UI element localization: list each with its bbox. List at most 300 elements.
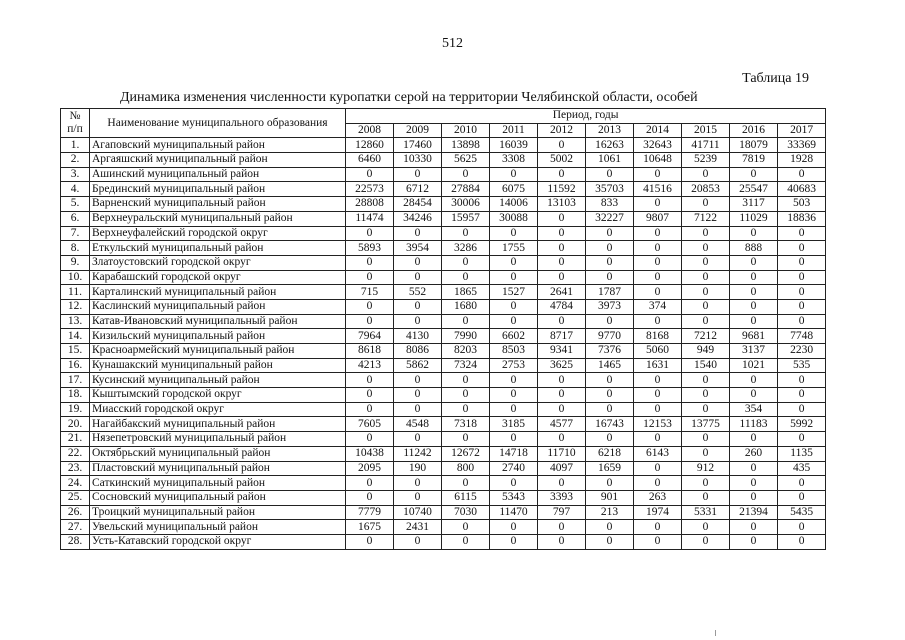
table-row (61, 417, 826, 432)
value-cell: 0 (394, 476, 442, 491)
municipality-name: Нагайбакский муниципальный район (90, 417, 346, 432)
value-cell: 13775 (682, 417, 730, 432)
value-cell: 0 (346, 270, 394, 285)
value-cell: 0 (682, 226, 730, 241)
value-cell: 0 (490, 432, 538, 447)
table-row (61, 344, 826, 359)
value-cell: 0 (634, 314, 682, 329)
value-cell: 0 (730, 476, 778, 491)
header-year: 2010 (442, 123, 490, 138)
municipality-name: Верхнеуральский муниципальный район (90, 211, 346, 226)
row-number: 6. (61, 211, 90, 226)
value-cell: 552 (394, 285, 442, 300)
value-cell: 0 (538, 226, 586, 241)
value-cell: 10330 (394, 153, 442, 168)
value-cell: 25547 (730, 182, 778, 197)
value-cell: 833 (586, 197, 634, 212)
value-cell: 0 (490, 476, 538, 491)
value-cell: 0 (586, 432, 634, 447)
header-year: 2009 (394, 123, 442, 138)
row-number: 24. (61, 476, 90, 491)
municipality-name: Октябрьский муниципальный район (90, 446, 346, 461)
municipality-name: Увельский муниципальный район (90, 520, 346, 535)
municipality-name: Кунашакский муниципальный район (90, 358, 346, 373)
value-cell: 0 (634, 476, 682, 491)
value-cell: 0 (778, 270, 826, 285)
value-cell: 0 (490, 226, 538, 241)
value-cell: 0 (490, 314, 538, 329)
value-cell: 2230 (778, 344, 826, 359)
table-row (61, 299, 826, 314)
value-cell: 0 (442, 167, 490, 182)
municipality-name: Карабашский городской округ (90, 270, 346, 285)
value-cell: 0 (730, 255, 778, 270)
row-number: 14. (61, 329, 90, 344)
value-cell: 0 (442, 270, 490, 285)
value-cell: 14718 (490, 446, 538, 461)
municipality-name: Карталинский муниципальный район (90, 285, 346, 300)
value-cell: 0 (346, 534, 394, 549)
value-cell: 0 (394, 226, 442, 241)
value-cell: 0 (682, 520, 730, 535)
value-cell: 0 (634, 226, 682, 241)
value-cell: 10438 (346, 446, 394, 461)
value-cell: 3117 (730, 197, 778, 212)
value-cell: 0 (442, 226, 490, 241)
value-cell: 0 (490, 534, 538, 549)
value-cell: 30088 (490, 211, 538, 226)
value-cell: 535 (778, 358, 826, 373)
value-cell: 40683 (778, 182, 826, 197)
value-cell: 2753 (490, 358, 538, 373)
table-row (61, 432, 826, 447)
scan-mark (715, 630, 716, 636)
row-number: 10. (61, 270, 90, 285)
value-cell: 901 (586, 490, 634, 505)
value-cell: 0 (394, 314, 442, 329)
value-cell: 0 (586, 373, 634, 388)
value-cell: 0 (346, 388, 394, 403)
value-cell: 4548 (394, 417, 442, 432)
value-cell: 41516 (634, 182, 682, 197)
header-year: 2016 (730, 123, 778, 138)
municipality-name: Кизильский муниципальный район (90, 329, 346, 344)
municipality-name: Пластовский муниципальный район (90, 461, 346, 476)
value-cell: 34246 (394, 211, 442, 226)
table-row (61, 167, 826, 182)
value-cell: 1631 (634, 358, 682, 373)
value-cell: 0 (538, 138, 586, 153)
value-cell: 0 (730, 226, 778, 241)
row-number: 4. (61, 182, 90, 197)
value-cell: 0 (586, 241, 634, 256)
row-number: 13. (61, 314, 90, 329)
value-cell: 0 (634, 241, 682, 256)
municipality-name: Миасский городской округ (90, 402, 346, 417)
value-cell: 3393 (538, 490, 586, 505)
header-year: 2017 (778, 123, 826, 138)
value-cell: 5625 (442, 153, 490, 168)
value-cell: 6218 (586, 446, 634, 461)
value-cell: 32643 (634, 138, 682, 153)
header-year: 2014 (634, 123, 682, 138)
value-cell: 1135 (778, 446, 826, 461)
row-number: 2. (61, 153, 90, 168)
table-row (61, 314, 826, 329)
header-number-line1: № (69, 110, 81, 123)
value-cell: 4577 (538, 417, 586, 432)
municipality-name: Каслинский муниципальный район (90, 299, 346, 314)
value-cell: 0 (442, 476, 490, 491)
value-cell: 6143 (634, 446, 682, 461)
value-cell: 1465 (586, 358, 634, 373)
value-cell: 5002 (538, 153, 586, 168)
value-cell: 715 (346, 285, 394, 300)
value-cell: 0 (682, 446, 730, 461)
value-cell: 11474 (346, 211, 394, 226)
value-cell: 0 (346, 432, 394, 447)
page-number: 512 (442, 36, 463, 51)
value-cell: 374 (634, 299, 682, 314)
value-cell: 0 (586, 226, 634, 241)
value-cell: 11470 (490, 505, 538, 520)
table-row (61, 270, 826, 285)
value-cell: 213 (586, 505, 634, 520)
value-cell: 41711 (682, 138, 730, 153)
row-number: 19. (61, 402, 90, 417)
value-cell: 0 (490, 255, 538, 270)
value-cell: 1974 (634, 505, 682, 520)
value-cell: 435 (778, 461, 826, 476)
value-cell: 0 (682, 388, 730, 403)
value-cell: 35703 (586, 182, 634, 197)
header-year: 2011 (490, 123, 538, 138)
table-caption: Динамика изменения численности куропатки серой на территории Челябинской области, особей (120, 90, 698, 105)
municipality-name: Нязепетровский муниципальный район (90, 432, 346, 447)
row-number: 28. (61, 534, 90, 549)
value-cell: 0 (682, 314, 730, 329)
value-cell: 0 (634, 402, 682, 417)
value-cell: 0 (586, 520, 634, 535)
value-cell: 0 (346, 402, 394, 417)
table-row (61, 153, 826, 168)
value-cell: 21394 (730, 505, 778, 520)
value-cell: 8168 (634, 329, 682, 344)
table-row (61, 285, 826, 300)
value-cell: 0 (778, 226, 826, 241)
value-cell: 3625 (538, 358, 586, 373)
row-number: 21. (61, 432, 90, 447)
value-cell: 0 (538, 534, 586, 549)
value-cell: 0 (634, 520, 682, 535)
value-cell: 5343 (490, 490, 538, 505)
value-cell: 0 (394, 167, 442, 182)
value-cell: 20853 (682, 182, 730, 197)
row-number: 20. (61, 417, 90, 432)
value-cell: 6712 (394, 182, 442, 197)
value-cell: 797 (538, 505, 586, 520)
table-row (61, 476, 826, 491)
row-number: 17. (61, 373, 90, 388)
row-number: 3. (61, 167, 90, 182)
value-cell: 0 (346, 299, 394, 314)
value-cell: 190 (394, 461, 442, 476)
municipality-name: Сосновский муниципальный район (90, 490, 346, 505)
value-cell: 0 (778, 167, 826, 182)
value-cell: 5893 (346, 241, 394, 256)
municipality-name: Аргаяшский муниципальный район (90, 153, 346, 168)
value-cell: 0 (730, 314, 778, 329)
row-number: 25. (61, 490, 90, 505)
value-cell: 11029 (730, 211, 778, 226)
value-cell: 0 (394, 534, 442, 549)
row-number: 23. (61, 461, 90, 476)
value-cell: 0 (490, 373, 538, 388)
value-cell: 503 (778, 197, 826, 212)
value-cell: 0 (778, 373, 826, 388)
value-cell: 0 (490, 402, 538, 417)
value-cell: 12153 (634, 417, 682, 432)
value-cell: 30006 (442, 197, 490, 212)
value-cell: 1865 (442, 285, 490, 300)
value-cell: 0 (394, 402, 442, 417)
value-cell: 0 (394, 270, 442, 285)
value-cell: 0 (490, 167, 538, 182)
row-number: 12. (61, 299, 90, 314)
value-cell: 10740 (394, 505, 442, 520)
value-cell: 7748 (778, 329, 826, 344)
value-cell: 0 (682, 476, 730, 491)
value-cell: 0 (730, 490, 778, 505)
value-cell: 7030 (442, 505, 490, 520)
value-cell: 0 (346, 226, 394, 241)
municipality-name: Еткульский муниципальный район (90, 241, 346, 256)
value-cell: 9681 (730, 329, 778, 344)
value-cell: 0 (682, 270, 730, 285)
value-cell: 0 (634, 197, 682, 212)
header-year: 2013 (586, 123, 634, 138)
table-label: Таблица 19 (742, 71, 809, 86)
table-header (61, 109, 826, 138)
table-body (61, 138, 826, 549)
value-cell: 11183 (730, 417, 778, 432)
municipality-name: Троицкий муниципальный район (90, 505, 346, 520)
value-cell: 0 (778, 490, 826, 505)
value-cell: 14006 (490, 197, 538, 212)
table-row (61, 226, 826, 241)
table-row (61, 461, 826, 476)
table-row (61, 241, 826, 256)
value-cell: 0 (442, 432, 490, 447)
municipality-name: Агаповский муниципальный район (90, 138, 346, 153)
table-row (61, 255, 826, 270)
value-cell: 5239 (682, 153, 730, 168)
value-cell: 0 (682, 402, 730, 417)
value-cell: 16039 (490, 138, 538, 153)
value-cell: 7376 (586, 344, 634, 359)
value-cell: 8717 (538, 329, 586, 344)
value-cell: 13103 (538, 197, 586, 212)
value-cell: 6460 (346, 153, 394, 168)
value-cell: 0 (730, 167, 778, 182)
value-cell: 0 (730, 388, 778, 403)
value-cell: 6075 (490, 182, 538, 197)
value-cell: 8086 (394, 344, 442, 359)
value-cell: 32227 (586, 211, 634, 226)
value-cell: 2095 (346, 461, 394, 476)
table-row (61, 373, 826, 388)
value-cell: 0 (634, 388, 682, 403)
value-cell: 0 (394, 490, 442, 505)
row-number: 27. (61, 520, 90, 535)
value-cell: 0 (490, 299, 538, 314)
value-cell: 6602 (490, 329, 538, 344)
value-cell: 16263 (586, 138, 634, 153)
value-cell: 0 (442, 373, 490, 388)
value-cell: 0 (778, 476, 826, 491)
value-cell: 0 (538, 241, 586, 256)
municipality-name: Златоустовский городской округ (90, 255, 346, 270)
value-cell: 0 (682, 241, 730, 256)
header-year: 2012 (538, 123, 586, 138)
header-period: Период, годы (346, 109, 826, 124)
value-cell: 0 (394, 373, 442, 388)
value-cell: 4097 (538, 461, 586, 476)
value-cell: 28454 (394, 197, 442, 212)
value-cell: 4784 (538, 299, 586, 314)
population-table (60, 108, 826, 550)
value-cell: 0 (778, 299, 826, 314)
value-cell: 0 (538, 476, 586, 491)
value-cell: 16743 (586, 417, 634, 432)
value-cell: 0 (490, 270, 538, 285)
value-cell: 0 (394, 388, 442, 403)
value-cell: 7324 (442, 358, 490, 373)
value-cell: 11710 (538, 446, 586, 461)
row-number: 11. (61, 285, 90, 300)
value-cell: 11242 (394, 446, 442, 461)
municipality-name: Кыштымский городской округ (90, 388, 346, 403)
value-cell: 0 (730, 432, 778, 447)
value-cell: 13898 (442, 138, 490, 153)
value-cell: 0 (346, 314, 394, 329)
value-cell: 5060 (634, 344, 682, 359)
value-cell: 0 (538, 255, 586, 270)
table-row (61, 505, 826, 520)
value-cell: 5435 (778, 505, 826, 520)
value-cell: 5331 (682, 505, 730, 520)
value-cell: 0 (442, 255, 490, 270)
value-cell: 0 (346, 490, 394, 505)
value-cell: 9770 (586, 329, 634, 344)
municipality-name: Усть-Катавский городской округ (90, 534, 346, 549)
row-number: 16. (61, 358, 90, 373)
value-cell: 1659 (586, 461, 634, 476)
value-cell: 0 (730, 461, 778, 476)
value-cell: 6115 (442, 490, 490, 505)
value-cell: 1675 (346, 520, 394, 535)
value-cell: 0 (346, 167, 394, 182)
value-cell: 11592 (538, 182, 586, 197)
value-cell: 0 (394, 432, 442, 447)
value-cell: 0 (586, 388, 634, 403)
value-cell: 0 (586, 402, 634, 417)
value-cell: 0 (682, 490, 730, 505)
municipality-name: Верхнеуфалейский городской округ (90, 226, 346, 241)
value-cell: 9807 (634, 211, 682, 226)
value-cell: 18079 (730, 138, 778, 153)
value-cell: 0 (682, 299, 730, 314)
value-cell: 2431 (394, 520, 442, 535)
value-cell: 7964 (346, 329, 394, 344)
municipality-name: Красноармейский муниципальный район (90, 344, 346, 359)
value-cell: 0 (394, 299, 442, 314)
value-cell: 0 (538, 373, 586, 388)
value-cell: 28808 (346, 197, 394, 212)
value-cell: 3286 (442, 241, 490, 256)
value-cell: 27884 (442, 182, 490, 197)
value-cell: 1755 (490, 241, 538, 256)
row-number: 9. (61, 255, 90, 270)
value-cell: 0 (730, 534, 778, 549)
value-cell: 0 (442, 388, 490, 403)
value-cell: 2740 (490, 461, 538, 476)
municipality-name: Ашинский муниципальный район (90, 167, 346, 182)
value-cell: 8503 (490, 344, 538, 359)
row-number: 1. (61, 138, 90, 153)
value-cell: 0 (538, 270, 586, 285)
value-cell: 0 (634, 432, 682, 447)
value-cell: 0 (442, 534, 490, 549)
value-cell: 4213 (346, 358, 394, 373)
row-number: 15. (61, 344, 90, 359)
header-number-line2: п/п (67, 123, 83, 136)
value-cell: 0 (778, 285, 826, 300)
municipality-name: Катав-Ивановский муниципальный район (90, 314, 346, 329)
value-cell: 800 (442, 461, 490, 476)
value-cell: 0 (778, 534, 826, 549)
value-cell: 8618 (346, 344, 394, 359)
value-cell: 0 (538, 314, 586, 329)
value-cell: 0 (730, 373, 778, 388)
municipality-name: Кусинский муниципальный район (90, 373, 346, 388)
value-cell: 7318 (442, 417, 490, 432)
value-cell: 0 (538, 388, 586, 403)
value-cell: 12672 (442, 446, 490, 461)
value-cell: 0 (730, 285, 778, 300)
value-cell: 0 (538, 520, 586, 535)
value-cell: 7819 (730, 153, 778, 168)
value-cell: 354 (730, 402, 778, 417)
value-cell: 0 (634, 255, 682, 270)
value-cell: 3185 (490, 417, 538, 432)
table-row (61, 402, 826, 417)
value-cell: 0 (682, 285, 730, 300)
value-cell: 10648 (634, 153, 682, 168)
value-cell: 1061 (586, 153, 634, 168)
value-cell: 0 (586, 167, 634, 182)
row-number: 22. (61, 446, 90, 461)
value-cell: 0 (778, 520, 826, 535)
value-cell: 912 (682, 461, 730, 476)
value-cell: 1928 (778, 153, 826, 168)
table-row (61, 197, 826, 212)
header-number (61, 109, 90, 138)
value-cell: 7605 (346, 417, 394, 432)
value-cell: 5862 (394, 358, 442, 373)
value-cell: 0 (538, 432, 586, 447)
value-cell: 0 (682, 167, 730, 182)
